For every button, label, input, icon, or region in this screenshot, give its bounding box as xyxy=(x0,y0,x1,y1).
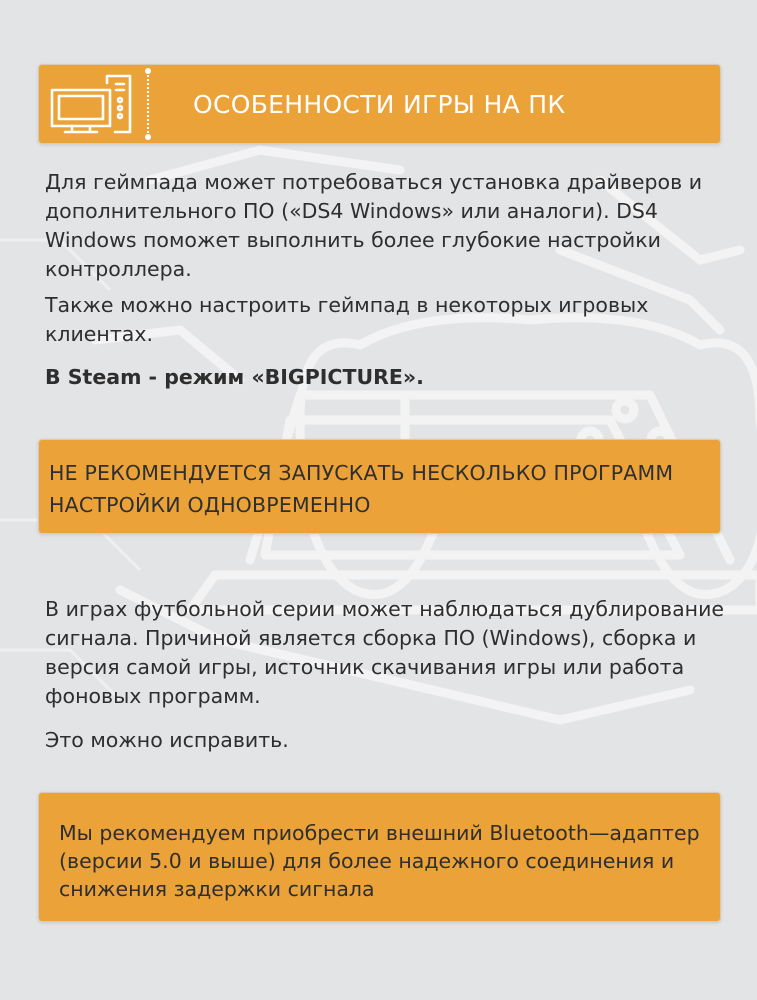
recommendation-box xyxy=(38,792,721,922)
warning-box xyxy=(38,439,721,534)
warning-text: НЕ РЕКОМЕНДУЕТСЯ ЗАПУСКАТЬ НЕСКОЛЬКО ПРОГРАММ НАСТРОЙКИ ОДНОВРЕМЕННО xyxy=(49,461,674,517)
football-paragraph: В играх футбольной серии может наблюдаться дублирование сигнала. Причиной является сборка ПО (Windows), сборка и версия самой игры, источник скачивания игры или работа фоновых программ. xyxy=(45,597,725,708)
driver-paragraph: Для геймпада может потребоваться установка драйверов и дополнительного ПО («DS4 Windows» или аналоги). DS4 Windows поможет выполнить более глубокие настройки контроллера. xyxy=(45,170,703,281)
header-divider xyxy=(147,71,149,137)
fix-paragraph: Это можно исправить. xyxy=(45,728,289,752)
steam-paragraph: В Steam - режим «BIGPICTURE». xyxy=(45,365,424,389)
section-header xyxy=(38,64,721,144)
recommendation-text: Мы рекомендуем приобрести внешний Bluetooth—адаптер (версии 5.0 и выше) для более надежного соединения и снижения задержки сигнала xyxy=(59,821,700,901)
page-title: ОСОБЕННОСТИ ИГРЫ НА ПК xyxy=(193,90,566,119)
computer-monitor-icon xyxy=(49,74,135,136)
clients-paragraph: Также можно настроить геймпад в некоторых игровых клиентах. xyxy=(45,293,649,346)
